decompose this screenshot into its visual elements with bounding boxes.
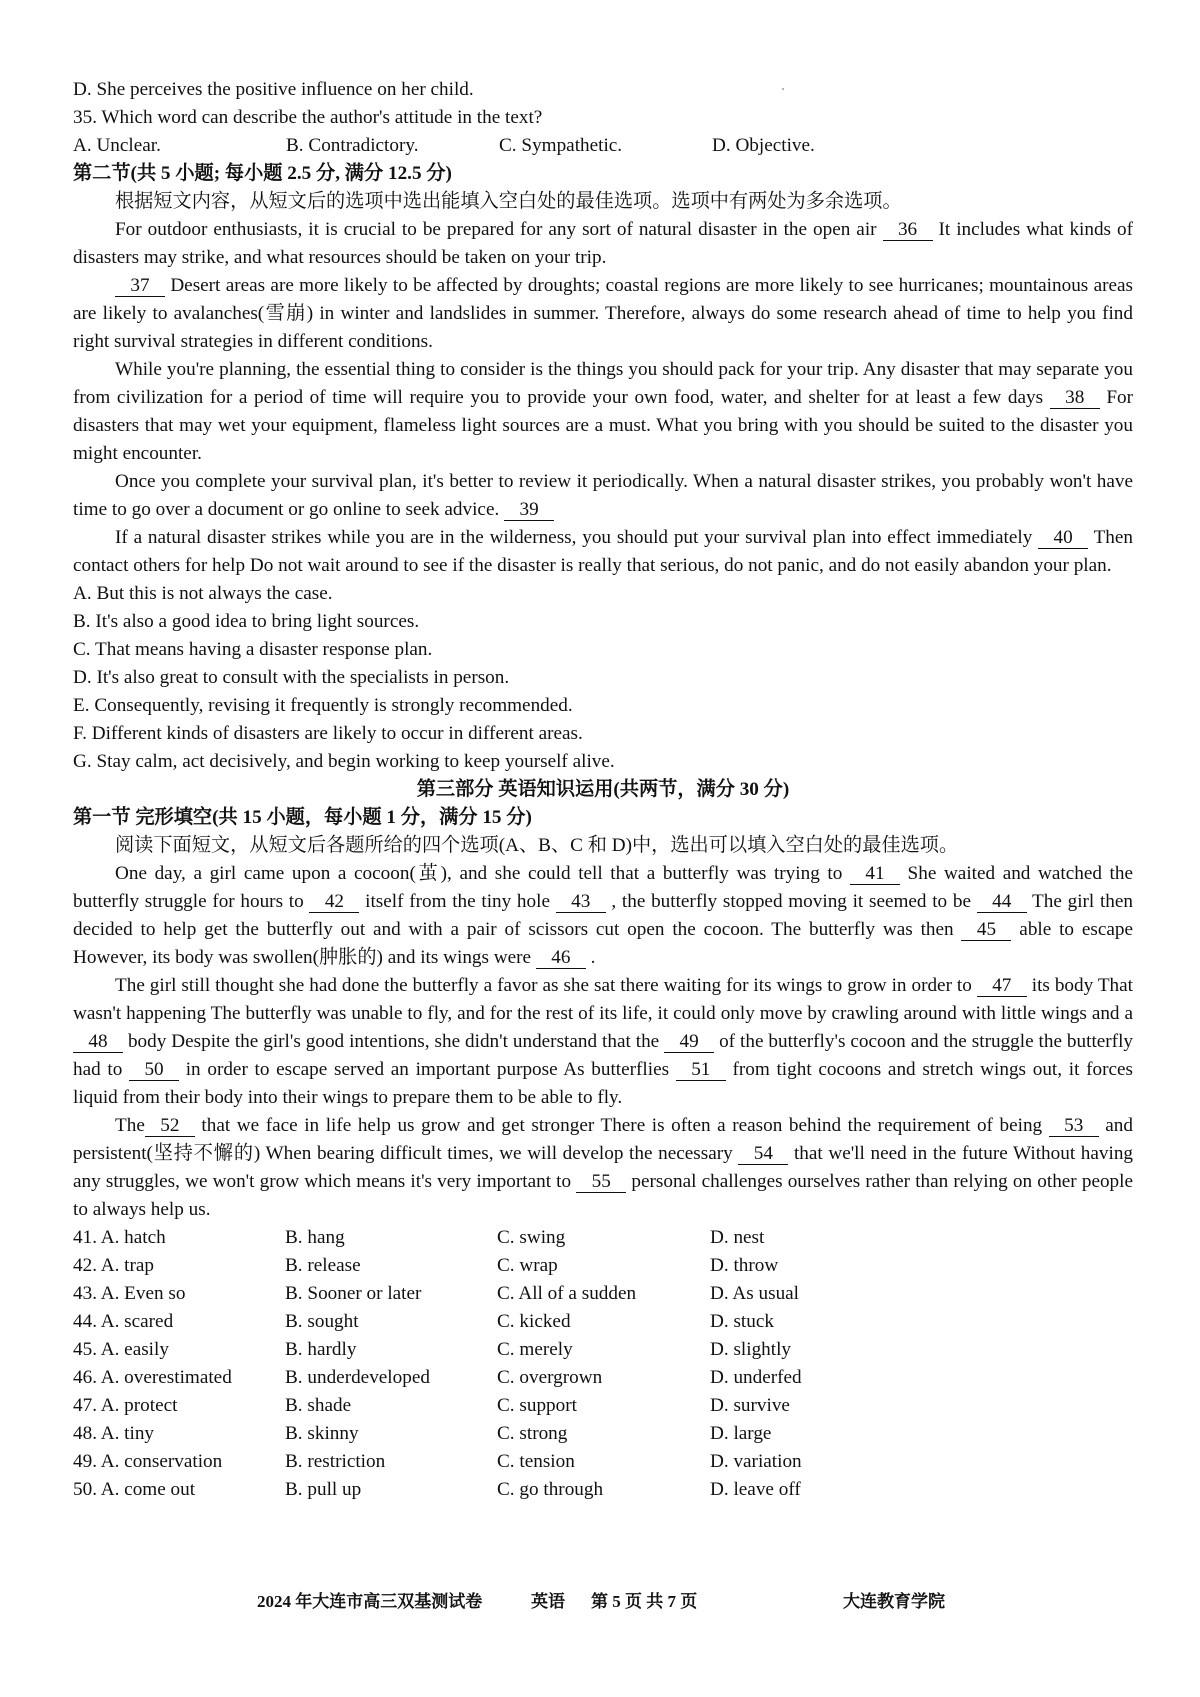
section2-option: B. It's also a good idea to bring light sources.: [73, 611, 420, 632]
cloze-question-row: [73, 1336, 1133, 1364]
cloze-option: D. survive: [710, 1395, 790, 1416]
passage-paragraph: [73, 1112, 1133, 1224]
cloze-option: D. large: [710, 1423, 772, 1444]
cloze-option: 43. A. Even so: [73, 1283, 186, 1304]
cloze-option: C. go through: [497, 1479, 604, 1500]
cloze-question-row: [73, 1392, 1133, 1420]
cloze-option: D. nest: [710, 1227, 765, 1248]
passage-text: Once you complete your survival plan, it's better to review it periodically. When a natural disaster strikes, you probably won't have time to go over a document or go online to seek advice.: [73, 471, 1133, 520]
passage-text: It includes what kinds of disasters may strike, and what resources should be taken on your trip.: [73, 219, 1133, 268]
passage-text: If a natural disaster strikes while you are in the wilderness, you should put your survival plan into effect immediately: [115, 527, 1039, 548]
cloze-instruction: 阅读下面短文，从短文后各题所给的四个选项(A、B、C 和 D)中，选出可以填入空白处的最佳选项。: [115, 835, 959, 856]
cloze-option: B. restriction: [285, 1451, 386, 1472]
cloze-option: 47. A. protect: [73, 1395, 178, 1416]
q34-option-d: D. She perceives the positive influence on her child.: [73, 79, 474, 100]
passage-text: that we face in life help us grow and get stronger There is often a reason behind the requirement of being: [194, 1115, 1049, 1136]
cloze-question-row: [73, 1476, 1133, 1504]
section2-passage: [73, 216, 1133, 580]
answer-blank: 38: [1050, 387, 1100, 409]
passage-text: Desert areas are more likely to be affected by droughts; coastal regions are more likely to see hurricanes; mountainous areas are likely to avalanches(雪崩) in winter and landslides in summer. Therefore, always do some research ahead of time to help you find right survival strategies in different conditions.: [73, 275, 1133, 352]
cloze-option: C. overgrown: [497, 1367, 603, 1388]
cloze-option: B. underdeveloped: [285, 1367, 430, 1388]
cloze-option: D. throw: [710, 1255, 779, 1276]
cloze-option: D. underfed: [710, 1367, 802, 1388]
footer-exam: 2024 年大连市高三双基测试卷: [257, 1592, 483, 1611]
cloze-option: B. shade: [285, 1395, 352, 1416]
passage-paragraph: [73, 468, 1133, 524]
passage-text: She waited and watched the butterfly struggle for hours to: [73, 863, 1133, 912]
passage-text: itself from the tiny hole: [359, 891, 556, 912]
section2-option: F. Different kinds of disasters are likely to occur in different areas.: [73, 723, 583, 744]
answer-blank: 36: [883, 219, 933, 241]
cloze-option: 49. A. conservation: [73, 1451, 223, 1472]
q35-option-b: B. Contradictory.: [286, 135, 419, 156]
cloze-option: C. swing: [497, 1227, 566, 1248]
footer-subject: 英语: [531, 1592, 565, 1611]
q35-stem: 35. Which word can describe the author's attitude in the text?: [73, 107, 543, 128]
cloze-heading: 第一节 完形填空(共 15 小题，每小题 1 分，满分 15 分): [73, 807, 532, 828]
cloze-option: 44. A. scared: [73, 1311, 174, 1332]
cloze-question-row: [73, 1364, 1133, 1392]
cloze-option: C. kicked: [497, 1311, 571, 1332]
answer-blank: 43: [556, 891, 606, 913]
cloze-option: C. tension: [497, 1451, 575, 1472]
answer-blank: 46: [536, 947, 586, 969]
q35-options: [73, 132, 1133, 160]
answer-blank: 48: [73, 1031, 123, 1053]
cloze-option: 45. A. easily: [73, 1339, 169, 1360]
answer-blank: 37: [115, 275, 165, 297]
cloze-option: B. skinny: [285, 1423, 359, 1444]
passage-text: and persistent(坚持不懈的) When bearing difficult times, we will develop the necessary: [73, 1115, 1133, 1164]
exam-page: [73, 76, 1133, 1504]
passage-text: of the butterfly's cocoon and the struggle the butterfly had to: [73, 1031, 1133, 1080]
passage-text: body Despite the girl's good intentions, she didn't understand that the: [123, 1031, 665, 1052]
passage-paragraph: [73, 860, 1133, 972]
passage-text: personal challenges ourselves rather than relying on other people to always help us.: [73, 1171, 1133, 1220]
section2-heading: 第二节(共 5 小题; 每小题 2.5 分, 满分 12.5 分): [73, 163, 452, 184]
section2-option: C. That means having a disaster response plan.: [73, 639, 433, 660]
cloze-option: B. release: [285, 1255, 361, 1276]
passage-paragraph: [73, 216, 1133, 272]
cloze-option: 50. A. come out: [73, 1479, 196, 1500]
answer-blank: 53: [1049, 1115, 1099, 1137]
cloze-option: C. support: [497, 1395, 577, 1416]
cloze-option: D. As usual: [710, 1283, 800, 1304]
passage-text: For disasters that may wet your equipment, flameless light sources are a must. What you bring with you should be suited to the disaster you might encounter.: [73, 387, 1134, 464]
passage-text: The: [115, 1115, 145, 1136]
answer-blank: 51: [676, 1059, 726, 1081]
section2-option: D. It's also great to consult with the specialists in person.: [73, 667, 510, 688]
cloze-question-row: [73, 1420, 1133, 1448]
answer-blank: 47: [977, 975, 1027, 997]
part3-title: 第三部分 英语知识运用(共两节，满分 30 分): [416, 779, 790, 800]
answer-blank: 42: [309, 891, 359, 913]
passage-text: , the butterfly stopped moving it seemed to be: [605, 891, 977, 912]
passage-text: its body That wasn't happening The butterfly was unable to fly, and for the rest of its life, it could only move by crawling around with little wings and a: [73, 975, 1133, 1024]
cloze-question-row: [73, 1448, 1133, 1476]
passage-text: able to escape However, its body was swollen(肿胀的) and its wings were: [73, 919, 1133, 968]
q35-option-a: A. Unclear.: [73, 135, 161, 156]
cloze-option: D. variation: [710, 1451, 802, 1472]
cloze-option: B. sought: [285, 1311, 359, 1332]
answer-blank: 49: [664, 1031, 714, 1053]
answer-blank: 55: [576, 1171, 626, 1193]
cloze-option: C. strong: [497, 1423, 568, 1444]
cloze-question-row: [73, 1308, 1133, 1336]
cloze-option: 42. A. trap: [73, 1255, 155, 1276]
section2-option: A. But this is not always the case.: [73, 583, 333, 604]
answer-blank: 39: [504, 499, 554, 521]
cloze-option: B. hang: [285, 1227, 345, 1248]
cloze-option: C. merely: [497, 1339, 573, 1360]
passage-text: Then contact others for help Do not wait around to see if the disaster is really that serious, do not panic, and do not easily abandon your plan.: [73, 527, 1133, 576]
passage-text: While you're planning, the essential thing to consider is the things you should pack for your trip. Any disaster that may separate you from civilization for a period of time will require you to provide your own food, water, and shelter for at least a few days: [73, 359, 1133, 408]
cloze-option: D. stuck: [710, 1311, 774, 1332]
cloze-option: 41. A. hatch: [73, 1227, 166, 1248]
cloze-option: B. hardly: [285, 1339, 357, 1360]
cloze-questions: [73, 1224, 1133, 1504]
section2-option: E. Consequently, revising it frequently is strongly recommended.: [73, 695, 573, 716]
answer-blank: 40: [1038, 527, 1088, 549]
q35-option-d: D. Objective.: [712, 135, 815, 156]
cloze-question-row: [73, 1224, 1133, 1252]
answer-blank: 54: [738, 1143, 788, 1165]
cloze-passage: [73, 860, 1133, 1224]
section2-options: [73, 580, 1133, 776]
passage-paragraph: [73, 356, 1133, 468]
cloze-option: 46. A. overestimated: [73, 1367, 232, 1388]
passage-paragraph: [73, 272, 1133, 356]
passage-text: .: [585, 947, 596, 968]
cloze-option: B. pull up: [285, 1479, 362, 1500]
passage-text: One day, a girl came upon a cocoon(茧), and she could tell that a butterfly was trying to: [115, 863, 850, 884]
passage-text: The girl still thought she had done the butterfly a favor as she sat there waiting for its wings to grow in order to: [115, 975, 977, 996]
passage-paragraph: [73, 972, 1133, 1112]
answer-blank: 41: [850, 863, 900, 885]
footer-publisher: 大连教育学院: [843, 1592, 945, 1611]
cloze-option: D. slightly: [710, 1339, 792, 1360]
passage-text: from tight cocoons and stretch wings out, it forces liquid from their body into their wings to prepare them to be able to fly.: [73, 1059, 1133, 1108]
cloze-question-row: [73, 1252, 1133, 1280]
answer-blank: 50: [129, 1059, 179, 1081]
passage-text: The girl then decided to help get the butterfly out and with a pair of scissors cut open the cocoon. The butterfly was then: [73, 891, 1133, 940]
cloze-question-row: [73, 1280, 1133, 1308]
footer-page: 第 5 页 共 7 页: [591, 1592, 698, 1611]
passage-text: that we'll need in the future Without having any struggles, we won't grow which means it's very important to: [73, 1143, 1134, 1192]
passage-text: For outdoor enthusiasts, it is crucial to be prepared for any sort of natural disaster in the open air: [115, 219, 883, 240]
answer-blank: 45: [961, 919, 1011, 941]
passage-text: in order to escape served an important purpose As butterflies: [179, 1059, 676, 1080]
cloze-option: 48. A. tiny: [73, 1423, 155, 1444]
cloze-option: D. leave off: [710, 1479, 801, 1500]
section2-instruction: 根据短文内容，从短文后的选项中选出能填入空白处的最佳选项。选项中有两处为多余选项。: [115, 191, 902, 212]
cloze-option: C. All of a sudden: [497, 1283, 637, 1304]
answer-blank: 44: [977, 891, 1027, 913]
q35-option-c: C. Sympathetic.: [499, 135, 623, 156]
answer-blank: 52: [145, 1115, 195, 1137]
cloze-option: B. Sooner or later: [285, 1283, 422, 1304]
section2-option: G. Stay calm, act decisively, and begin working to keep yourself alive.: [73, 751, 615, 772]
passage-paragraph: [73, 524, 1133, 580]
cloze-option: C. wrap: [497, 1255, 558, 1276]
